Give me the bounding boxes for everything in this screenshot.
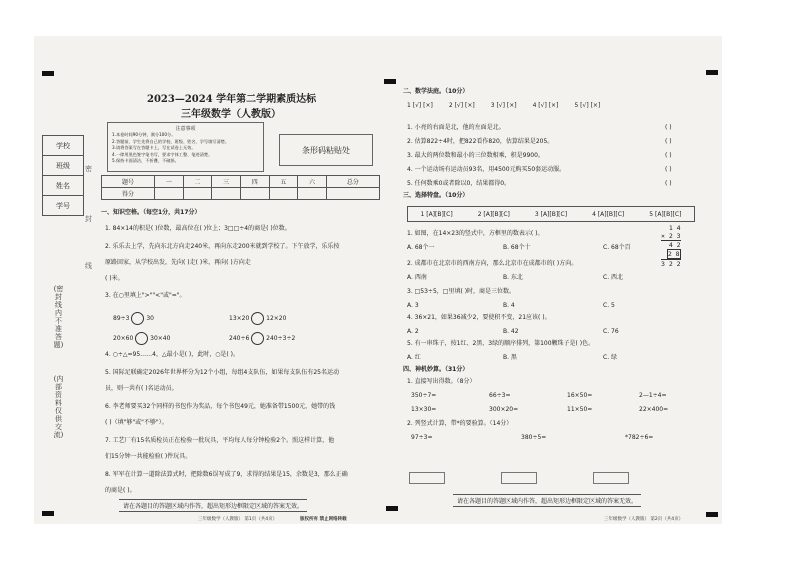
choice-1-opt-b: B. 68个十 — [503, 244, 531, 251]
answer-area-note: 请在各题目的答题区域内作答，超出矩形边框限定区域的答案无效。 — [453, 494, 641, 507]
compare-item — [113, 312, 154, 325]
score-header: 题号 — [102, 176, 155, 188]
compare-right: 30 — [146, 315, 154, 322]
answer-bracket: ( ) — [665, 152, 672, 159]
field-school: 学校 — [43, 136, 83, 156]
question-8-cont: 的商是( )。 — [105, 487, 136, 494]
compare-left: 240÷6 — [229, 335, 250, 342]
compare-circle[interactable] — [251, 332, 264, 345]
question-7-cont: 们15分钟一共能检验( )件玩具。 — [105, 453, 192, 460]
compare-circle[interactable] — [131, 312, 144, 325]
registration-mark — [706, 70, 718, 75]
section-2-heading: 二、数学法庭。（10分） — [403, 88, 469, 95]
notice-line: 3.请将答案写在答题卡上，写在试卷上无效。 — [112, 145, 196, 150]
choice-4-opt-a: A. 2 — [407, 328, 419, 335]
mult-line: 1 4 — [668, 224, 681, 232]
notice-line: 1.本卷时间90分钟，满分100分。 — [112, 132, 176, 137]
judge-4: 4. 一个运动场有运动员93名，用4500元购买50套运动服。 — [407, 166, 566, 173]
score-cell[interactable] — [298, 188, 327, 200]
notice-line: 5.保持卡面清洁，不折叠，不破损。 — [112, 158, 179, 163]
answer-area-note: 请在各题目的答题区域内作答，超出矩形边框限定区域的答案无效。 — [119, 499, 307, 512]
watermark-box — [409, 472, 445, 484]
judge-answer[interactable]: 4 [√] [×] — [532, 102, 559, 109]
answer-bracket: ( ) — [665, 138, 672, 145]
judge-1: 1. 小亮的右面是北，他的左面是北。 — [407, 124, 505, 131]
compare-item — [113, 332, 170, 345]
compare-left: 89÷3 — [113, 315, 130, 322]
choice-3-opt-b: B. 4 — [503, 302, 515, 309]
compare-item — [229, 312, 286, 325]
mult-line: 2 8 — [667, 250, 680, 258]
field-class: 班级 — [43, 156, 83, 176]
registration-mark — [706, 512, 718, 517]
exam-subtitle: 三年级数学（人教版） — [181, 109, 281, 120]
question-5: 5. 国际足联确定2026年世界杯分为12个小组，每组4支队伍，如果每支队伍有25名运动 — [105, 369, 339, 376]
left-column — [101, 87, 380, 510]
calc-item: *782÷6= — [625, 434, 654, 441]
copyright-note: 版权所有 禁止网络转载 — [300, 517, 347, 522]
question-2-cont: ( )米。 — [105, 275, 124, 282]
multiplication-figure — [661, 224, 681, 268]
question-2: 2. 乐乐去上学，先向东北方向走240米，再向东走200米就到学校了。下午放学，乐乐按 — [105, 243, 340, 250]
section-1-heading: 一、知识空格。（每空1分，共17分） — [101, 209, 201, 216]
choice-5-opt-b: B. 黑 — [503, 354, 517, 361]
compare-right: 30×40 — [150, 335, 171, 342]
seal-char-1: 密 — [85, 165, 92, 173]
score-cell[interactable] — [183, 188, 212, 200]
choice-answer[interactable]: 5 [A][B][C] — [649, 210, 682, 218]
seal-warning: (密封线内不准答题) — [53, 285, 64, 349]
internal-note: (内部资料 仅供交流) — [53, 375, 64, 439]
field-name: 姓名 — [43, 176, 83, 196]
choice-answer[interactable]: 3 [A][B][C] — [534, 210, 568, 218]
watermark-box — [501, 472, 537, 484]
choice-2-opt-b: B. 东北 — [503, 274, 523, 281]
judge-2: 2. 估算822÷4时，把822看作820，估算结果是205。 — [407, 138, 554, 145]
compare-left: 20×60 — [113, 335, 134, 342]
question-3: 3. 在○里填上">""<"或"="。 — [105, 292, 186, 299]
mult-line: 4 2 — [668, 241, 681, 249]
question-2-cont: 原路回家，从学校出发，先向( )走( )米，再向( )方向走 — [105, 259, 251, 266]
calc-2-heading: 2. 列竖式计算，带*的要验算。（14分） — [407, 420, 513, 427]
judge-5: 5. 任何数乘0或者除以0，结果都得0。 — [407, 180, 511, 187]
seal-char-3: 线 — [85, 262, 92, 270]
question-6: 6. 李老师要买32个同样的书包作为奖品，每个书包49元，她准备带1500元，她带的钱 — [105, 403, 336, 410]
compare-item — [229, 332, 295, 345]
page-footer-right: 三年级数学（人教版） 第2页（共4页） — [604, 517, 684, 522]
calc-item: 11×50= — [567, 406, 593, 413]
score-label: 得分 — [102, 188, 155, 200]
section-4-heading: 四、神机妙算。（31分） — [403, 366, 469, 373]
choice-4: 4. 36×21，如果36减少2，要使积不变，21应该( )。 — [407, 314, 551, 321]
choice-answer[interactable]: 1 [A][B][C] — [420, 210, 453, 218]
score-cell[interactable] — [155, 188, 184, 200]
score-cell[interactable] — [240, 188, 269, 200]
score-header: 六 — [298, 176, 327, 188]
question-7: 7. 工艺厂有15名质检员正在检验一批玩具，平均每人每分钟检验2个。照这样计算，他 — [105, 437, 335, 444]
calc-1-heading: 1. 直接写出得数。（8分） — [407, 378, 476, 385]
compare-right: 240÷3÷2 — [266, 335, 296, 342]
calc-item: 16×50= — [567, 392, 593, 399]
barcode-area: 条形码粘贴处 — [279, 134, 373, 166]
answer-bracket: ( ) — [665, 180, 672, 187]
calc-item: 2—1÷4= — [639, 392, 667, 399]
calc-item: 350÷7= — [411, 392, 437, 399]
choice-5: 5. 有一串珠子，按1红、2黑、3绿的顺序排列，第100颗珠子是( )色。 — [407, 340, 595, 347]
choice-1-opt-c: C. 68个百 — [603, 244, 631, 251]
registration-mark — [384, 79, 396, 84]
registration-mark — [386, 506, 398, 511]
watermark-box — [593, 472, 629, 484]
calc-item: 13×30= — [411, 406, 437, 413]
notice-box — [107, 122, 264, 172]
choice-1-opt-a: A. 68个一 — [407, 244, 435, 251]
judge-answer[interactable]: 2 [√] [×] — [448, 102, 475, 109]
mult-line: × 2 3 — [661, 232, 681, 240]
notice-line: 4.一律用黑色签字笔书写，要求字体工整、笔迹清楚。 — [112, 151, 213, 157]
score-header: 四 — [240, 176, 269, 188]
score-cell[interactable] — [326, 188, 379, 200]
compare-circle[interactable] — [251, 312, 264, 325]
section-3-heading: 三、选择特盘。（10分） — [403, 192, 469, 199]
choice-answer[interactable]: 4 [A][B][C] — [592, 210, 625, 218]
page-footer-left: 三年级数学（人教版） 第1页（共4页） — [198, 517, 278, 522]
registration-mark — [42, 511, 54, 516]
question-5-cont: 员，则一共有( )名运动员。 — [105, 385, 178, 392]
calc-item: 300×20= — [489, 406, 519, 413]
score-header: 总分 — [326, 176, 379, 188]
calc-item: 66÷3= — [489, 392, 511, 399]
choice-4-opt-c: C. 76 — [603, 328, 619, 335]
answer-bracket: ( ) — [665, 166, 672, 173]
choice-5-opt-a: A. 红 — [407, 354, 421, 361]
judge-answer[interactable]: 1 [√] [×] — [407, 102, 433, 109]
notice-heading: 注意事项 — [175, 126, 196, 132]
compare-left: 13×20 — [229, 315, 250, 322]
choice-answer[interactable]: 2 [A][B][C] — [477, 210, 510, 218]
calc-item: 22×400= — [639, 406, 669, 413]
score-table — [101, 175, 380, 200]
seal-char-2: 封 — [85, 215, 92, 223]
judge-answer[interactable]: 5 [√] [×] — [574, 102, 601, 109]
choice-3: 3. □53÷5，□里填( )时，商是三位数。 — [407, 288, 516, 295]
choice-4-opt-b: B. 42 — [503, 328, 519, 335]
score-cell[interactable] — [269, 188, 298, 200]
answer-bracket: ( ) — [665, 124, 672, 131]
student-info-table — [42, 135, 84, 216]
score-header: 三 — [212, 176, 241, 188]
notice-line: 2.答题前，学生先将自己的学校、班级、姓名、学号填写清楚。 — [112, 138, 230, 144]
question-6-cont: ( )（填"够"或"不够"）。 — [105, 419, 168, 426]
choice-2: 2. 成都市在北京市的西南方向，那么北京市在成都市的( )方向。 — [407, 260, 578, 267]
score-header: 二 — [183, 176, 212, 188]
mult-line: 3 2 2 — [661, 260, 681, 268]
choice-2-opt-c: C. 西北 — [603, 274, 624, 281]
choice-3-opt-a: A. 3 — [407, 302, 419, 309]
right-column — [403, 88, 703, 508]
exam-title: 2023—2024 学年第二学期素质达标 — [147, 94, 317, 105]
choice-answer-row — [407, 206, 695, 222]
calc-item: 380÷5= — [521, 434, 547, 441]
question-4: 4. ○÷△=95……4，△最小是( )，此时，○是( )。 — [105, 351, 240, 358]
choice-1: 1. 如图，在14×23的竖式中，方框里的数表示( )。 — [407, 230, 544, 237]
choice-3-opt-c: C. 5 — [603, 302, 615, 309]
compare-circle[interactable] — [135, 332, 148, 345]
field-number: 学号 — [56, 201, 70, 210]
choice-2-opt-a: A. 西南 — [407, 274, 427, 281]
judge-answer-row — [407, 102, 600, 109]
score-header: 一 — [155, 176, 184, 188]
score-header: 五 — [269, 176, 298, 188]
question-1: 1. 84×14的积是( )位数，最高位在( )位上；3□□÷4的商是( )位数。 — [105, 225, 291, 232]
score-cell[interactable] — [212, 188, 241, 200]
question-8: 8. 军军在计算一道除法算式时，把除数6误写成了9，求得的结果是15，余数是3，那么正确 — [105, 471, 348, 478]
calc-item: 97÷3= — [411, 434, 433, 441]
judge-answer[interactable]: 3 [√] [×] — [490, 102, 517, 109]
compare-right: 12×20 — [266, 315, 287, 322]
choice-5-opt-c: C. 绿 — [603, 354, 618, 361]
registration-mark — [42, 71, 54, 76]
judge-3: 3. 最大的两位数和最小的三位数相乘，积是9900。 — [407, 152, 544, 159]
